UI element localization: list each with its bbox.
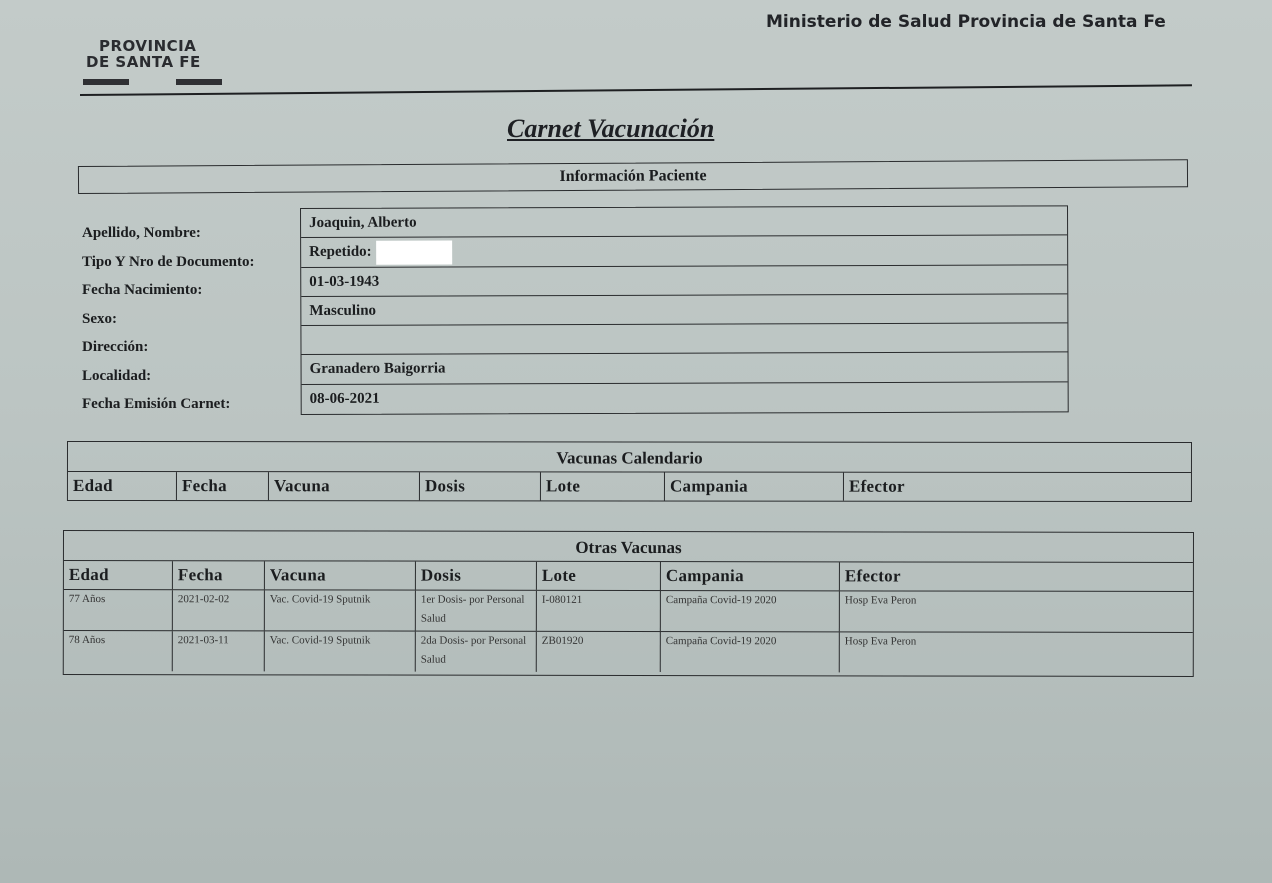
calendar-vaccines-title: Vacunas Calendario (68, 442, 1191, 473)
value-address-row (301, 324, 1067, 356)
label-name: Apellido, Nombre: (82, 225, 201, 241)
col-header-edad: Edad (68, 472, 177, 500)
cell-fecha: 2021-03-11 (173, 631, 265, 671)
value-document: Repetido: (309, 244, 372, 261)
col-header-campania: Campania (661, 562, 840, 590)
label-document: Tipo Y Nro de Documento: (82, 253, 255, 270)
cell-lote: I-080121 (537, 591, 661, 631)
cell-fecha: 2021-02-02 (173, 590, 265, 630)
cell-efector: Hosp Eva Peron (844, 635, 917, 648)
label-locality: Localidad: (82, 367, 152, 384)
logo-text-line1: PROVINCIA (99, 37, 197, 55)
col-header-lote: Lote (537, 562, 661, 590)
ministry-heading: Ministerio de Salud Provincia de Santa Fe (766, 12, 1166, 32)
value-locality: Granadero Baigorria (309, 360, 446, 378)
col-header-vacuna: Vacuna (269, 472, 420, 500)
value-name-row (301, 206, 1067, 238)
col-header-edad: Edad (64, 561, 173, 589)
table-row (64, 630, 1193, 673)
cell-vacuna: Vac. Covid-19 Sputnik (265, 590, 416, 630)
other-vaccines-table (63, 530, 1194, 677)
province-logo (86, 38, 236, 85)
value-locality-row (302, 353, 1068, 385)
patient-section-header: Información Paciente (78, 159, 1188, 194)
cell-vacuna: Vac. Covid-19 Sputnik (265, 631, 416, 671)
col-header-dosis: Dosis (420, 472, 541, 500)
col-header-efector: Efector (844, 566, 901, 586)
label-address: Dirección: (82, 339, 149, 355)
label-birthdate: Fecha Nacimiento: (82, 282, 203, 298)
value-issue-date-row (302, 382, 1068, 414)
col-header-campania: Campania (665, 473, 844, 501)
label-sex: Sexo: (82, 310, 117, 327)
col-header-fecha: Fecha (173, 561, 265, 589)
other-header-row (64, 561, 1193, 591)
col-header-dosis: Dosis (416, 562, 537, 590)
cell-lote: ZB01920 (537, 632, 661, 672)
col-header-efector: Efector (848, 476, 905, 496)
cell-dosis: 1er Dosis- por Personal Salud (416, 591, 537, 631)
cell-dosis: 2da Dosis- por Personal Salud (416, 632, 537, 672)
calendar-vaccines-table (67, 441, 1192, 502)
col-header-lote: Lote (541, 472, 665, 500)
logo-bars (86, 79, 236, 85)
cell-edad: 77 Años (64, 590, 173, 630)
value-issue-date: 08-06-2021 (309, 390, 380, 407)
value-name: Joaquin, Alberto (309, 214, 417, 231)
value-birthdate: 01-03-1943 (309, 273, 380, 290)
value-sex: Masculino (309, 302, 377, 319)
value-document-row (301, 236, 1067, 268)
value-birthdate-row (301, 265, 1067, 297)
cell-efector: Hosp Eva Peron (844, 594, 917, 607)
other-vaccines-title: Otras Vacunas (64, 531, 1193, 563)
patient-field-labels (82, 219, 297, 419)
table-row (64, 589, 1193, 632)
cell-campania: Campaña Covid-19 2020 (661, 632, 840, 672)
patient-field-values (300, 205, 1069, 415)
label-issue-date: Fecha Emisión Carnet: (82, 396, 231, 412)
redaction-box (376, 240, 452, 264)
cell-edad: 78 Años (64, 631, 173, 671)
cell-campania: Campaña Covid-19 2020 (661, 591, 840, 631)
col-header-fecha: Fecha (177, 472, 269, 500)
header-divider (80, 84, 1192, 96)
col-header-vacuna: Vacuna (265, 561, 416, 589)
logo-text-line2: DE SANTA FE (86, 53, 201, 71)
calendar-header-row (68, 472, 1191, 501)
document-title: Carnet Vacunación (507, 114, 715, 143)
value-sex-row (301, 294, 1067, 326)
